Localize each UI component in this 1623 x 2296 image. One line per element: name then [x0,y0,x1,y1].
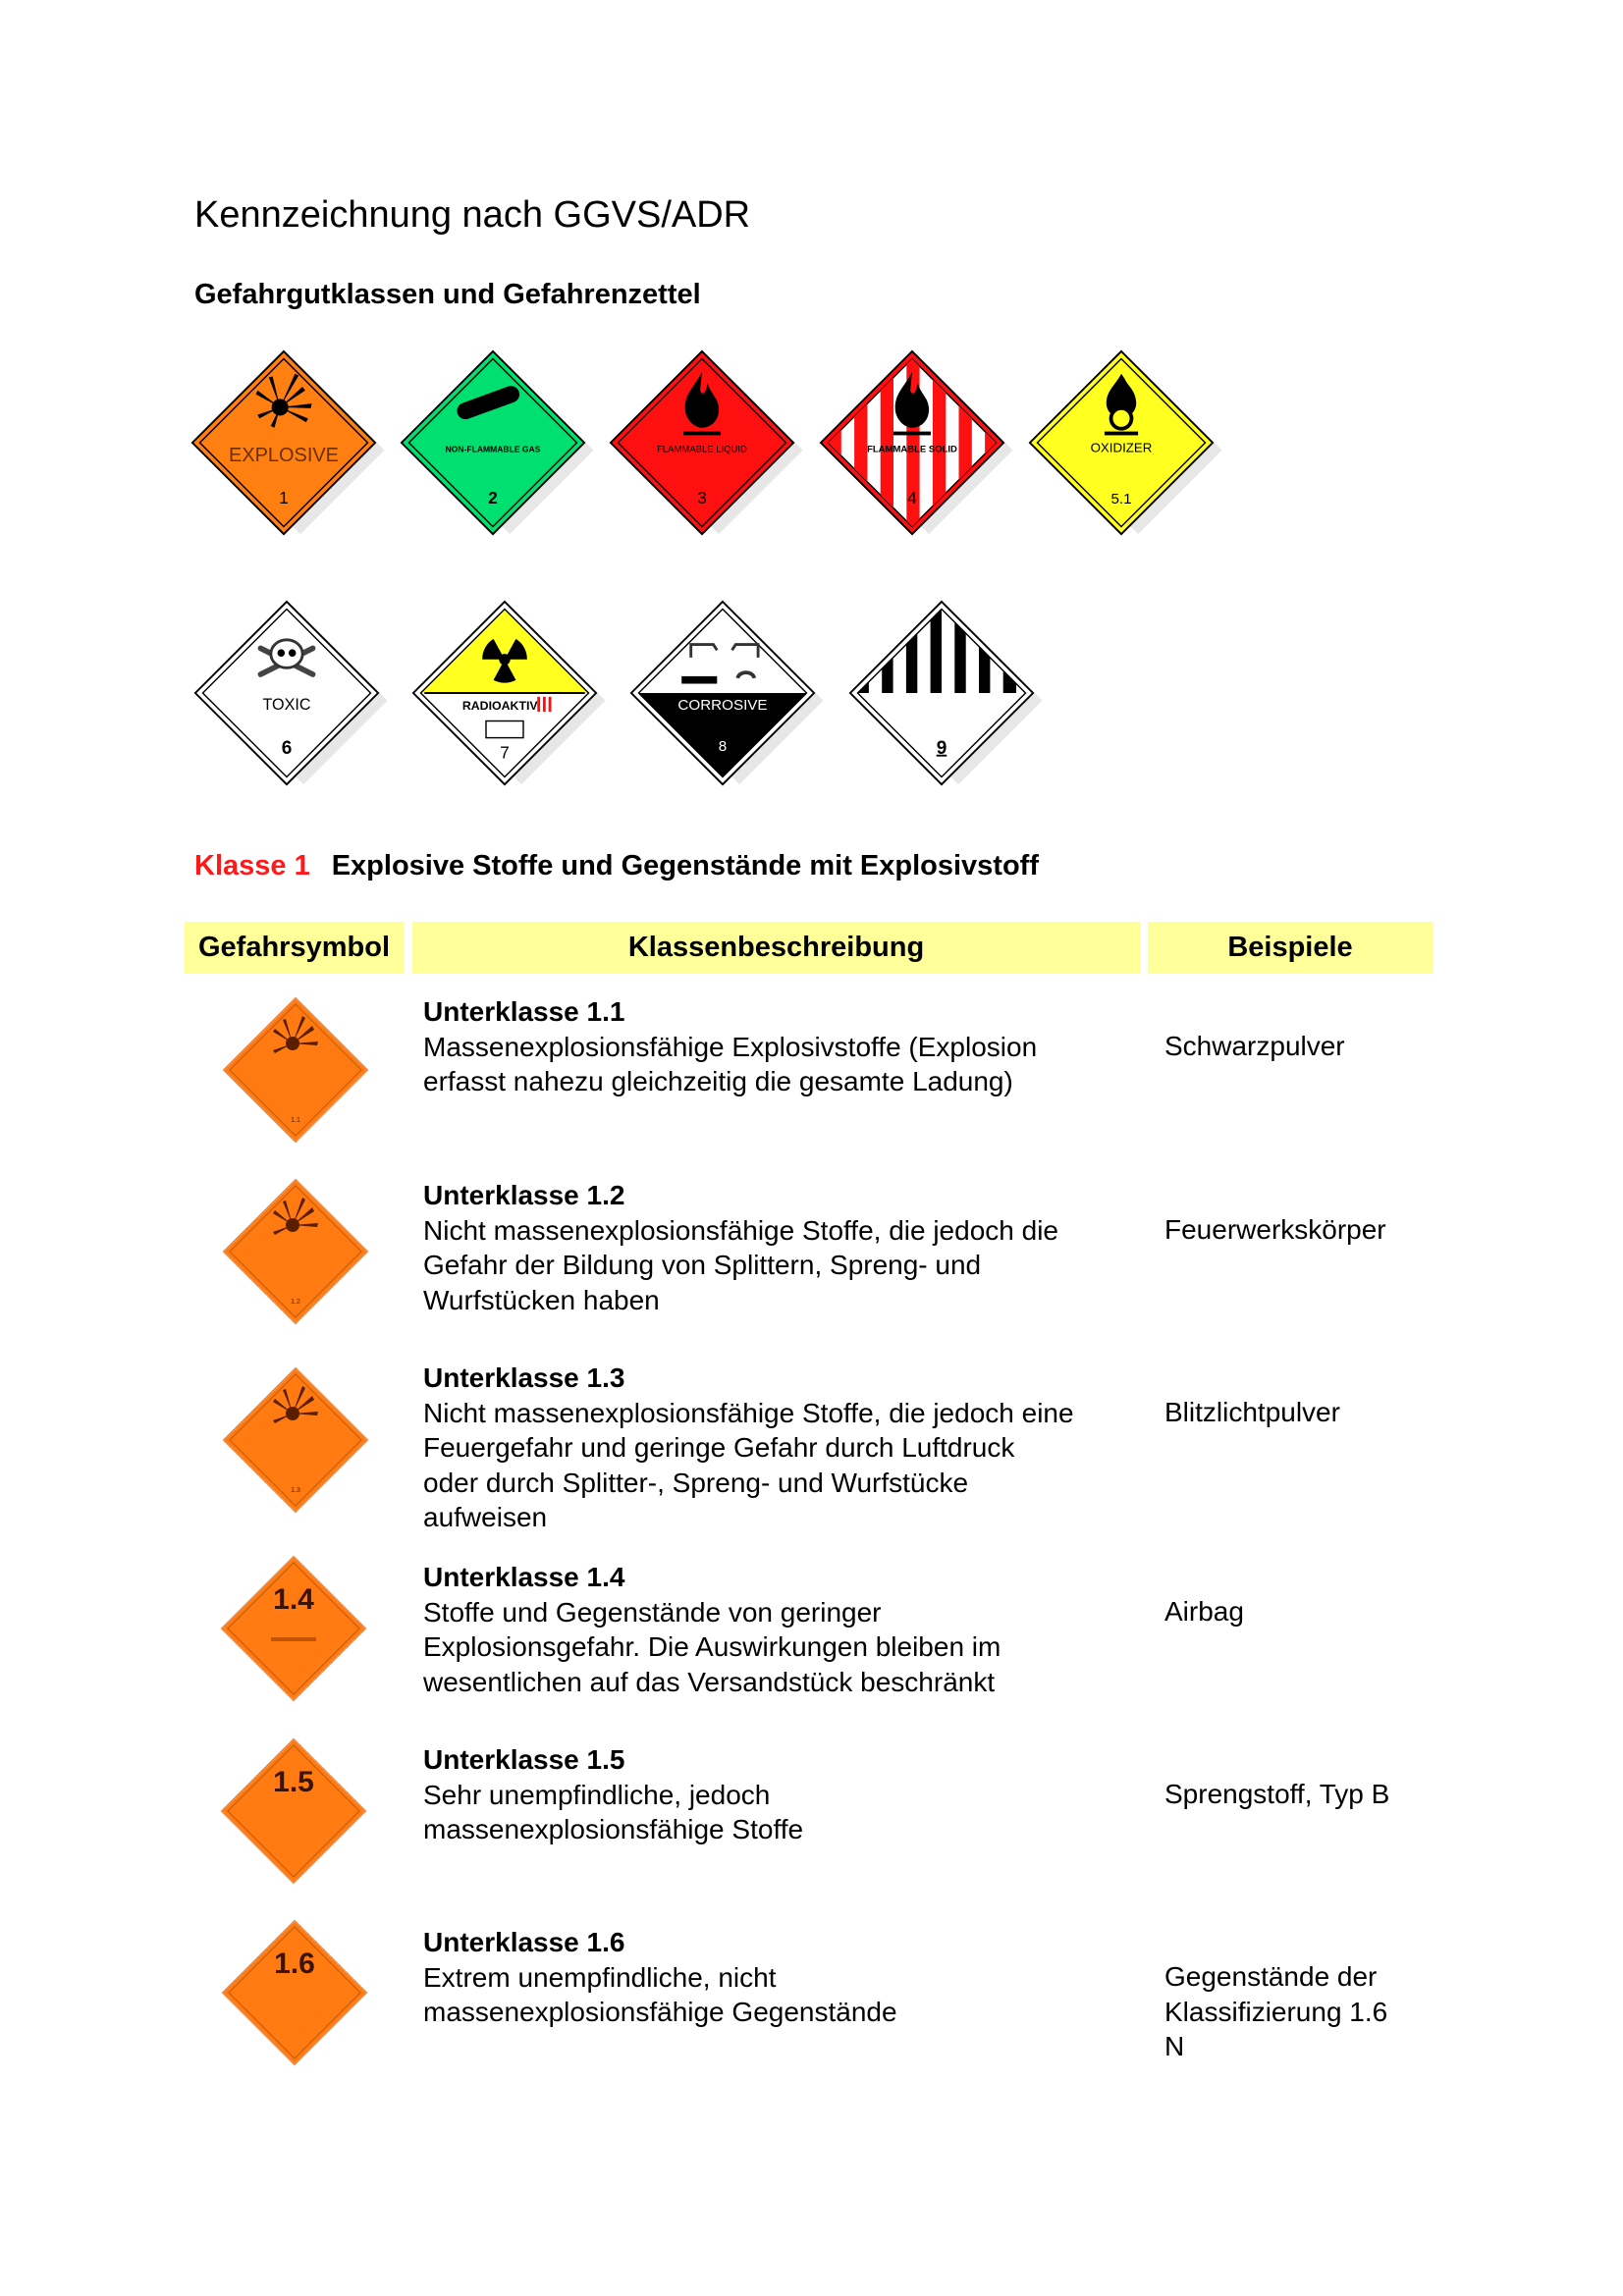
row-description [423,1178,1150,1317]
subclass-title: Unterklasse 1.6 [423,1927,625,1957]
subclass-title: Unterklasse 1.5 [423,1744,625,1775]
table-header-klassenbeschreibung: Klassenbeschreibung [412,922,1140,974]
subclass-title: Unterklasse 1.4 [423,1562,625,1592]
explosive-1-2-icon [222,1178,369,1325]
placard-number: 4 [907,488,917,507]
row-description [423,1742,1150,1847]
flame-striped-icon [819,349,1005,536]
placard-label: OXIDIZER [1090,440,1153,455]
row-description [423,1361,1150,1535]
placard-label: EXPLOSIVE [229,445,339,466]
table-header-gefahrsymbol: Gefahrsymbol [185,922,404,974]
section-subtitle: Gefahrgutklassen und Gefahrenzettel [194,279,701,310]
placard-number: 5.1 [1110,490,1132,507]
klasse-heading [194,850,1039,882]
subclass-description: Extrem unempfindliche, nicht massenexplosionsfähige Gegenstände [423,1961,897,2027]
placard-label: NON-FLAMMABLE GAS [445,444,541,454]
diamond-number: 1.2 [291,1299,300,1306]
placard-number: 3 [697,488,707,507]
row-example: Sprengstoff, Typ B [1164,1779,1390,1809]
page-title: Kennzeichnung nach GGVS/ADR [194,194,751,236]
placard-number: 8 [718,737,728,755]
placard-number: 7 [500,743,510,763]
table-header-beispiele: Beispiele [1148,922,1433,974]
explosive-1-5-icon [220,1737,367,1885]
placard-number: 9 [936,737,947,759]
placard-class-5-1 [1028,349,1215,536]
oxidizer-icon [1028,349,1215,536]
subclass-title: Unterklasse 1.3 [423,1362,625,1393]
placard-class-2 [400,349,586,536]
explosive-1-4-icon [220,1555,367,1702]
klasse-label: Klasse 1 [194,850,310,881]
placard-number: 2 [488,488,498,507]
miscellaneous-stripes-icon [848,600,1035,786]
subclass-description: Sehr unempfindliche, jedoch massenexplosionsfähige Stoffe [423,1779,804,1844]
placard-label: CORROSIVE [677,697,768,715]
subclass-title: Unterklasse 1.2 [423,1180,625,1210]
placard-class-8 [629,600,816,786]
corrosive-icon [629,600,816,786]
diamond-number: 1.3 [291,1487,300,1494]
placard-label: FLAMMABLE LIQUID [657,444,747,455]
explosive-1-1-icon [222,996,369,1144]
subclass-description: Stoffe und Gegenstände von geringer Explosionsgefahr. Die Auswirkungen bleiben im wesentlichen auf das Versandstück beschränkt [423,1596,1001,1697]
row-description [423,1560,1150,1699]
row-description [423,1925,1150,2030]
gas-cylinder-icon [400,349,586,536]
row-description [423,994,1150,1099]
placard-label: RADIOAKTIV [461,699,538,714]
explosive-icon [190,349,377,536]
subclass-description: Nicht massenexplosionsfähige Stoffe, die jedoch eine Feuergefahr und geringe Gefahr durch Luftdruck oder durch Splitter-, Spreng- und Wurfstücke aufweisen [423,1397,1074,1532]
placard-class-9 [848,600,1035,786]
placard-number: 1 [279,488,289,507]
row-example: Schwarzpulver [1164,1031,1345,1061]
subclass-title: Unterklasse 1.1 [423,996,625,1027]
row-example: Feuerwerkskörper [1164,1214,1386,1245]
diamond-number: 1.5 [273,1766,314,1798]
subclass-description: Massenexplosionsfähige Explosivstoffe (Explosion erfasst nahezu gleichzeitig die gesamte Ladung) [423,1031,1038,1096]
flame-icon [609,349,795,536]
placard-number: 6 [281,737,293,759]
placard-class-3 [609,349,795,536]
diamond-number: 1.6 [274,1948,315,1980]
skull-crossbones-icon [193,600,380,786]
explosive-1-6-icon [221,1919,368,2066]
diamond-number: 1.4 [273,1583,314,1616]
subclass-description: Nicht massenexplosionsfähige Stoffe, die jedoch die Gefahr der Bildung von Splittern, Spreng- und Wurfstücken haben [423,1214,1058,1315]
placard-class-4 [819,349,1005,536]
diamond-number: 1.1 [291,1117,300,1124]
row-example: Blitzlichtpulver [1164,1397,1340,1427]
placard-class-6 [193,600,380,786]
klasse-title: Explosive Stoffe und Gegenstände mit Explosivstoff [331,850,1039,881]
explosive-1-3-icon [222,1366,369,1514]
placard-class-1 [190,349,377,536]
placard-label: FLAMMABLE SOLID [867,444,957,455]
placard-label: TOXIC [262,696,311,715]
row-example: Gegenstände der Klassifizierung 1.6 N [1164,1961,1388,2061]
row-example: Airbag [1164,1596,1244,1627]
placard-class-7 [411,600,598,786]
radioactive-trefoil-icon [411,600,598,786]
